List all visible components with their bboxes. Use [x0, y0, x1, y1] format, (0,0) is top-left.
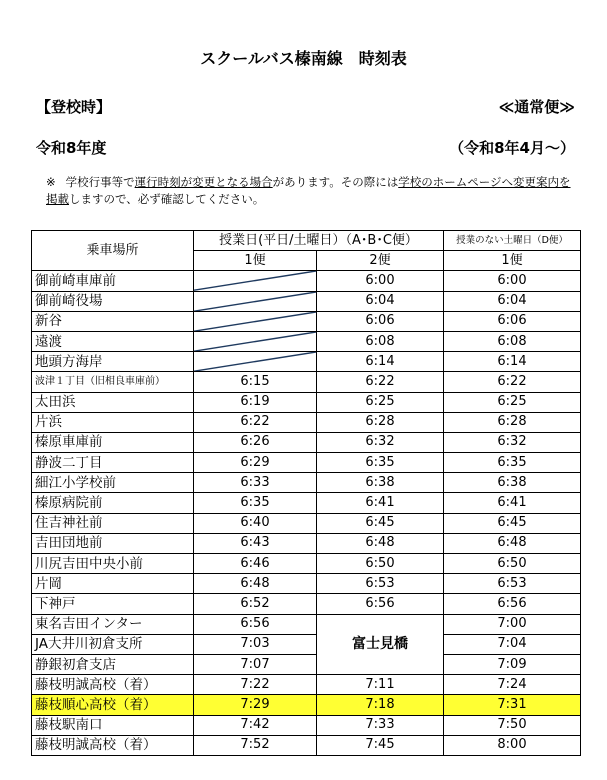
- mode-label: 【登校時】: [36, 98, 112, 116]
- trip-2-time: 7:45: [317, 735, 444, 755]
- trip-2-time: 6:38: [317, 473, 444, 493]
- trip-1-time: 6:22: [194, 412, 317, 432]
- trip-2-time: 6:41: [317, 493, 444, 513]
- trip-2-time: 6:53: [317, 574, 444, 594]
- table-row: [32, 513, 581, 533]
- d-trip-1-time: 7:00: [444, 614, 581, 634]
- stop-name: 藤枝明誠高校（着）: [32, 735, 194, 755]
- trip-2-time: 6:00: [317, 271, 444, 291]
- trip-1-time: 7:07: [194, 654, 317, 674]
- trip-2-time: 6:22: [317, 372, 444, 392]
- no-service-cell: [194, 271, 317, 291]
- stop-name: 御前崎車庫前: [32, 271, 194, 291]
- trip-1-time: 6:46: [194, 554, 317, 574]
- table-row: [32, 372, 581, 392]
- d-trip-1-time: 6:06: [444, 311, 581, 331]
- d-trip-1-time: 6:08: [444, 331, 581, 351]
- d-trip-1-time: 8:00: [444, 735, 581, 755]
- notice-text: [46, 174, 576, 208]
- trip-2-time: 6:50: [317, 554, 444, 574]
- trip-2-time: 6:45: [317, 513, 444, 533]
- table-row: [32, 574, 581, 594]
- trip-2-time: 6:56: [317, 594, 444, 614]
- d-trip-1-time: 6:45: [444, 513, 581, 533]
- table-row: [32, 675, 581, 695]
- table-row: [32, 614, 581, 634]
- d-trip-1-time: 7:24: [444, 675, 581, 695]
- no-service-cell: [194, 331, 317, 351]
- table-row: [32, 695, 581, 715]
- trip-1-time: 7:29: [194, 695, 317, 715]
- notice-underline-2: 学校のホームページへ変更案内を掲載: [46, 175, 571, 206]
- notice-part-2: があります。その際には: [272, 175, 399, 189]
- year-label: 令和8年度: [36, 139, 107, 157]
- service-label: ≪通常便≫: [498, 98, 575, 116]
- stop-name: 吉田団地前: [32, 533, 194, 553]
- trip-2-time: 6:06: [317, 311, 444, 331]
- trip-1-time: 6:48: [194, 574, 317, 594]
- d-trip-1-time: 6:35: [444, 453, 581, 473]
- stop-name: 静波二丁目: [32, 453, 194, 473]
- stop-name: 波津１丁目（旧相良車庫前）: [32, 372, 194, 392]
- table-row: [32, 392, 581, 412]
- stop-name: 地頭方海岸: [32, 352, 194, 372]
- trip-2-time: 6:14: [317, 352, 444, 372]
- table-row: [32, 493, 581, 513]
- trip-2-time: 6:28: [317, 412, 444, 432]
- d-trip-1-time: 6:41: [444, 493, 581, 513]
- timetable-body: [32, 271, 581, 756]
- stop-name: 片岡: [32, 574, 194, 594]
- notice-mark: ※: [46, 175, 56, 189]
- stop-column-header: 乗車場所: [32, 231, 194, 271]
- table-row: [32, 554, 581, 574]
- trip-2-time: 7:18: [317, 695, 444, 715]
- trip-1-time: 6:19: [194, 392, 317, 412]
- table-row: [32, 715, 581, 735]
- table-row: [32, 331, 581, 351]
- table-row: [32, 432, 581, 452]
- trip-1-time: 7:52: [194, 735, 317, 755]
- table-row: [32, 453, 581, 473]
- trip-1-time: 7:22: [194, 675, 317, 695]
- d-trip-1-time: 6:14: [444, 352, 581, 372]
- d-trip-1-time: 7:31: [444, 695, 581, 715]
- d-trip-1-time: 6:28: [444, 412, 581, 432]
- trip-2-time: 6:08: [317, 331, 444, 351]
- trip-1-time: 6:52: [194, 594, 317, 614]
- stop-name: 藤枝駅南口: [32, 715, 194, 735]
- table-row: [32, 311, 581, 331]
- stop-name: 藤枝明誠高校（着）: [32, 675, 194, 695]
- effective-date-label: （令和8年4月～）: [449, 139, 575, 157]
- d-trip-1-time: 6:48: [444, 533, 581, 553]
- stop-name: 川尻吉田中央小前: [32, 554, 194, 574]
- d-trip-1-time: 7:04: [444, 634, 581, 654]
- table-row: [32, 291, 581, 311]
- stop-name: JA大井川初倉支所: [32, 634, 194, 654]
- trip-2-time: 6:25: [317, 392, 444, 412]
- notice-underline-1: 運行時刻が変更となる場合: [134, 175, 273, 189]
- stop-name: 榛原車庫前: [32, 432, 194, 452]
- trip-1-time: 6:15: [194, 372, 317, 392]
- slash-line: [194, 332, 316, 351]
- timetable: [31, 230, 581, 756]
- d-trip-1-time: 6:32: [444, 432, 581, 452]
- stop-name: 御前崎役場: [32, 291, 194, 311]
- stop-name: 太田浜: [32, 392, 194, 412]
- d-trip-1-time: 7:50: [444, 715, 581, 735]
- trip-1-time: 6:35: [194, 493, 317, 513]
- trip-2-time: 6:35: [317, 453, 444, 473]
- d-trip-1-time: 6:04: [444, 291, 581, 311]
- trip-1-time: 6:56: [194, 614, 317, 634]
- stop-name: 東名吉田インター: [32, 614, 194, 634]
- d-trip-1-time: 6:25: [444, 392, 581, 412]
- no-service-cell: [194, 352, 317, 372]
- no-service-cell: [194, 311, 317, 331]
- stop-name: 静銀初倉支店: [32, 654, 194, 674]
- stop-name: 細江小学校前: [32, 473, 194, 493]
- table-row: [32, 654, 581, 674]
- school-day-header: 授業日(平日/土曜日）（A･B･C便）: [194, 231, 444, 251]
- trip-2-via-label: 富士見橋: [317, 614, 444, 675]
- page-title: スクールバス榛南線 時刻表: [200, 49, 407, 68]
- table-row: [32, 735, 581, 755]
- slash-line: [194, 352, 316, 371]
- trip-1-time: 7:03: [194, 634, 317, 654]
- trip-1-time: 6:40: [194, 513, 317, 533]
- table-row: [32, 412, 581, 432]
- trip-2-time: 6:48: [317, 533, 444, 553]
- stop-name: 新谷: [32, 311, 194, 331]
- table-row: [32, 473, 581, 493]
- d-trip-1-time: 6:53: [444, 574, 581, 594]
- stop-name: 下神戸: [32, 594, 194, 614]
- table-row: [32, 271, 581, 291]
- trip-2-time: 7:11: [317, 675, 444, 695]
- trip-1-time: 6:33: [194, 473, 317, 493]
- stop-name: 住吉神社前: [32, 513, 194, 533]
- d-trip-1-time: 7:09: [444, 654, 581, 674]
- trip-2-time: 6:32: [317, 432, 444, 452]
- d-trip-1-time: 6:22: [444, 372, 581, 392]
- table-row: [32, 533, 581, 553]
- stop-name: 片浜: [32, 412, 194, 432]
- table-row: [32, 634, 581, 654]
- slash-line: [194, 312, 316, 331]
- stop-name: 遠渡: [32, 331, 194, 351]
- d-trip-1-time: 6:38: [444, 473, 581, 493]
- d-trip-1-header: 1便: [444, 251, 581, 271]
- trip-1-time: 6:29: [194, 453, 317, 473]
- slash-line: [194, 292, 316, 311]
- d-trip-1-time: 6:50: [444, 554, 581, 574]
- no-service-cell: [194, 291, 317, 311]
- notice-part-1: 学校行事等で: [65, 175, 135, 189]
- no-class-saturday-header: 授業のない土曜日（D便）: [444, 231, 581, 251]
- trip-1-header: 1便: [194, 251, 317, 271]
- notice-part-3: しますので、必ず確認してください。: [69, 192, 265, 206]
- trip-2-time: 6:04: [317, 291, 444, 311]
- trip-2-time: 7:33: [317, 715, 444, 735]
- trip-1-time: 6:43: [194, 533, 317, 553]
- trip-1-time: 6:26: [194, 432, 317, 452]
- trip-1-time: 7:42: [194, 715, 317, 735]
- d-trip-1-time: 6:56: [444, 594, 581, 614]
- d-trip-1-time: 6:00: [444, 271, 581, 291]
- trip-2-header: 2便: [317, 251, 444, 271]
- table-row: [32, 352, 581, 372]
- stop-name: 榛原病院前: [32, 493, 194, 513]
- table-row: [32, 594, 581, 614]
- slash-line: [194, 271, 316, 290]
- stop-name: 藤枝順心高校（着）: [32, 695, 194, 715]
